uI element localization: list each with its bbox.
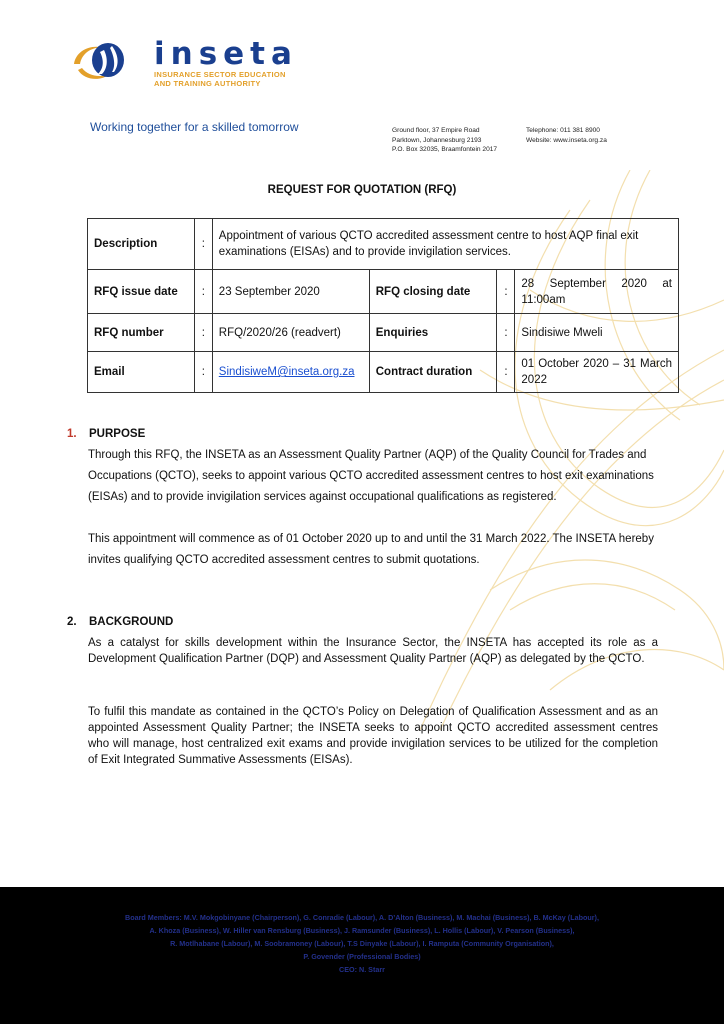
- board-members-text: [40, 911, 684, 976]
- rfq-number-value: RFQ/2020/26 (readvert): [212, 314, 369, 352]
- table-row: [88, 314, 679, 352]
- contract-duration-value: 01 October 2020 – 31 March 2022: [515, 352, 679, 393]
- background-paragraph-2: To fulfil this mandate as contained in the QCTO’s Policy on Delegation of Qualification Assessment and as an appointed Assessment Quality Partner; the INSETA seeks to appoint QCTO accredited assessment centres who will manage, host centralized exit exams and provide invigilation services to be utilized for the completion of Exit Integrated Summative Assessments (EISAs).: [88, 706, 658, 766]
- rfq-details-table: [87, 218, 679, 393]
- background-paragraph-1: As a catalyst for skills development within the Insurance Sector, the INSETA has accepted its role as a Development Qualification Partner (DQP) and Assessment Quality Partner (AQP) as delegated by the QCTO.: [88, 637, 658, 665]
- purpose-paragraph-1: Through this RFQ, the INSETA as an Assessment Quality Partner (AQP) of the Quality Council for Trades and Occupations (QCTO), seeks to appoint various QCTO accredited assessment centres to host exit examinations (EISAs) and to provide invigilation services against occupational qualifications as registered.: [88, 449, 654, 503]
- logo-wordmark: inseta: [154, 36, 298, 72]
- description-value: Appointment of various QCTO accredited assessment centre to host AQP final exit examinations (EISAs) and to provide invigilation services.: [212, 219, 678, 270]
- logo-subtitle-line-2: AND TRAINING AUTHORITY: [154, 79, 261, 88]
- issue-date-value: 23 September 2020: [212, 270, 369, 314]
- footer-line: R. Motlhabane (Labour), M. Soobramoney (Labour), T.S Dinyake (Labour), I. Ramputa (Community Organisation),: [170, 939, 554, 948]
- address-line: Ground floor, 37 Empire Road: [392, 127, 480, 134]
- footer-ceo-line: CEO: N. Starr: [339, 965, 385, 974]
- footer-line: Board Members: M.V. Mokgobinyane (Chairperson), G. Conradie (Labour), A. D’Alton (Business), M. Machai (Business), B. McKay (Labour),: [125, 913, 599, 922]
- table-row: [88, 270, 679, 314]
- logo-subtitle: [154, 70, 286, 88]
- section-number: 2.: [67, 616, 77, 628]
- inseta-logo: [70, 36, 310, 92]
- address-block: [392, 126, 497, 155]
- closing-date-label: RFQ closing date: [369, 270, 497, 314]
- table-row: [88, 219, 679, 270]
- colon: :: [497, 314, 515, 352]
- address-line: P.O. Box 32035, Braamfontein 2017: [392, 146, 498, 153]
- issue-date-label: RFQ issue date: [88, 270, 195, 314]
- email-cell: [212, 352, 369, 393]
- website-text: Website: www.inseta.org.za: [526, 136, 607, 144]
- address-line: Parktown, Johannesburg 2193: [392, 136, 482, 144]
- colon: :: [497, 270, 515, 314]
- contract-duration-label: Contract duration: [369, 352, 497, 393]
- colon: :: [194, 352, 212, 393]
- enquiries-value: Sindisiwe Mweli: [515, 314, 679, 352]
- section-title: BACKGROUND: [89, 616, 174, 628]
- colon: :: [497, 352, 515, 393]
- section-heading-background: [67, 616, 173, 628]
- section-heading-purpose: [67, 428, 145, 440]
- inseta-emblem-icon: [70, 40, 130, 84]
- closing-date-value: 28 September 2020 at 11:00am: [515, 270, 679, 314]
- colon: :: [194, 270, 212, 314]
- enquiries-label: Enquiries: [369, 314, 497, 352]
- email-label: Email: [88, 352, 195, 393]
- colon: :: [194, 219, 212, 270]
- footer-line: P. Govender (Professional Bodies): [303, 952, 421, 961]
- email-link[interactable]: SindisiweM@inseta.org.za: [218, 366, 355, 378]
- document-title: REQUEST FOR QUOTATION (RFQ): [267, 184, 457, 196]
- contact-block: [526, 126, 607, 145]
- logo-subtitle-line-1: INSURANCE SECTOR EDUCATION: [154, 70, 286, 79]
- purpose-paragraph-2: This appointment will commence as of 01 October 2020 up to and until the 31 March 2022. The INSETA hereby invites qualifying QCTO accredited assessment centres to submit quotations.: [88, 533, 654, 566]
- footer-line: A. Khoza (Business), W. Hiller van Rensburg (Business), J. Ramsunder (Business), L. Hollis (Labour), V. Pearson (Business),: [149, 926, 575, 935]
- telephone-text: Telephone: 011 381 8900: [526, 127, 600, 134]
- section-title: PURPOSE: [89, 428, 146, 440]
- section-number: 1.: [67, 428, 77, 440]
- description-label: Description: [88, 219, 195, 270]
- colon: :: [194, 314, 212, 352]
- footer-bar: [0, 887, 724, 1024]
- rfq-number-label: RFQ number: [88, 314, 195, 352]
- table-row: [88, 352, 679, 393]
- tagline: Working together for a skilled tomorrow: [90, 120, 299, 134]
